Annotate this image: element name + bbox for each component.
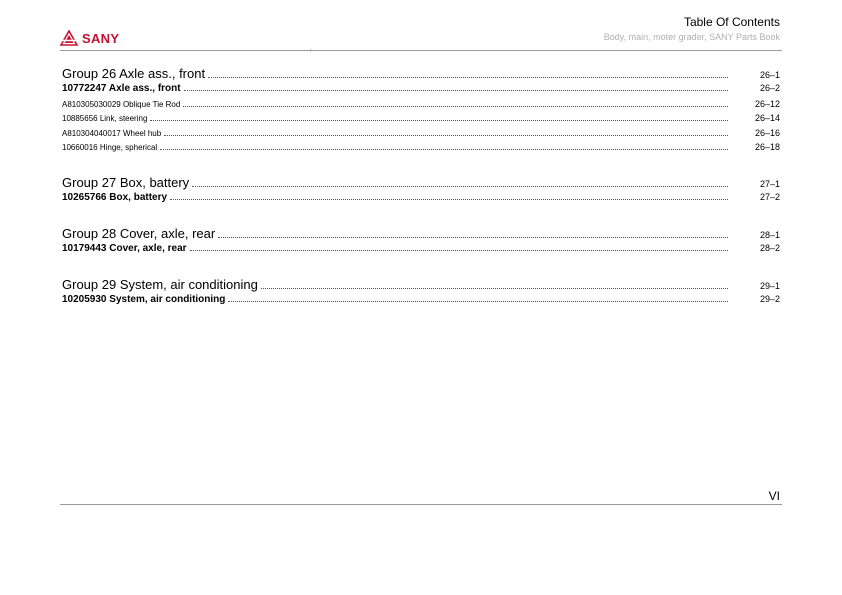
toc-dot-leader [184, 90, 728, 91]
group-spacer [62, 259, 780, 277]
toc-entry-title: A810304040017 Wheel hub [62, 128, 162, 138]
toc-item-entry[interactable] [62, 294, 780, 310]
toc-sub-entry[interactable] [62, 128, 780, 142]
toc-dot-leader [218, 237, 728, 238]
toc-dot-leader [170, 199, 728, 200]
sany-logo [60, 29, 119, 47]
toc-group-entry[interactable] [62, 175, 780, 192]
toc-sub-entry[interactable] [62, 113, 780, 127]
toc-item-entry[interactable] [62, 243, 780, 259]
toc-entry-title: 10179443 Cover, axle, rear [62, 242, 187, 254]
group-spacer [62, 208, 780, 226]
toc-dot-leader [183, 106, 728, 107]
toc-item-entry[interactable] [62, 83, 780, 99]
toc-entry-title: 10885656 Link, steering [62, 114, 148, 124]
toc-dot-leader [261, 288, 728, 289]
footer-rule [60, 504, 782, 505]
toc-entry-title: 10205930 System, air conditioning [62, 293, 226, 305]
toc-entry-title: 10265766 Box, battery [62, 191, 168, 203]
toc-dot-leader [228, 301, 728, 302]
toc-entry-page: 28–2 [759, 242, 780, 253]
toc-entry-page: 27–1 [759, 178, 780, 189]
group-spacer [62, 157, 780, 175]
toc-entry-title: A810305030029 Oblique Tie Rod [62, 100, 181, 109]
toc-entry-page: 26–1 [759, 70, 780, 80]
toc-dot-leader [164, 135, 728, 136]
toc-entry-page: 28–1 [759, 229, 780, 240]
toc-entry-page: 27–2 [759, 191, 780, 202]
toc-entry-page: 26–12 [754, 99, 780, 109]
toc-entry-page: 26–2 [759, 83, 780, 93]
toc-group-entry[interactable] [62, 66, 780, 83]
brand-name: SANY [82, 30, 120, 46]
toc-entry-title: Group 27 Box, battery [62, 174, 190, 190]
toc-entry-page: 29–1 [759, 280, 780, 291]
toc-sub-entry[interactable] [62, 142, 780, 156]
toc-item-entry[interactable] [62, 192, 780, 208]
sany-logo-icon [60, 30, 78, 46]
toc-entry-title: Group 28 Cover, axle, rear [62, 225, 216, 241]
page-title: Table Of Contents [683, 15, 780, 29]
toc-dot-leader [150, 120, 728, 121]
header-rule-tick [310, 49, 311, 52]
toc-dot-leader [190, 250, 728, 251]
toc-group-entry[interactable] [62, 226, 780, 243]
table-of-contents [62, 66, 780, 310]
toc-group-entry[interactable] [62, 277, 780, 294]
toc-dot-leader [192, 186, 728, 187]
toc-entry-page: 29–2 [759, 293, 780, 304]
toc-sub-entry[interactable] [62, 99, 780, 113]
toc-dot-leader [208, 77, 728, 78]
toc-entry-title: 10772247 Axle ass., front [62, 83, 181, 94]
page-number: VI [768, 489, 780, 503]
toc-entry-title: Group 26 Axle ass., front [62, 66, 206, 81]
toc-entry-title: 10660016 Hinge, spherical [62, 143, 158, 153]
toc-dot-leader [160, 149, 728, 150]
toc-entry-page: 26–16 [754, 127, 780, 138]
page-subtitle: Body, main, moter grader, SANY Parts Book [603, 32, 780, 42]
header-rule [60, 50, 782, 51]
toc-entry-page: 26–14 [754, 113, 780, 124]
toc-entry-page: 26–18 [754, 142, 780, 153]
toc-entry-title: Group 29 System, air conditioning [62, 276, 258, 292]
